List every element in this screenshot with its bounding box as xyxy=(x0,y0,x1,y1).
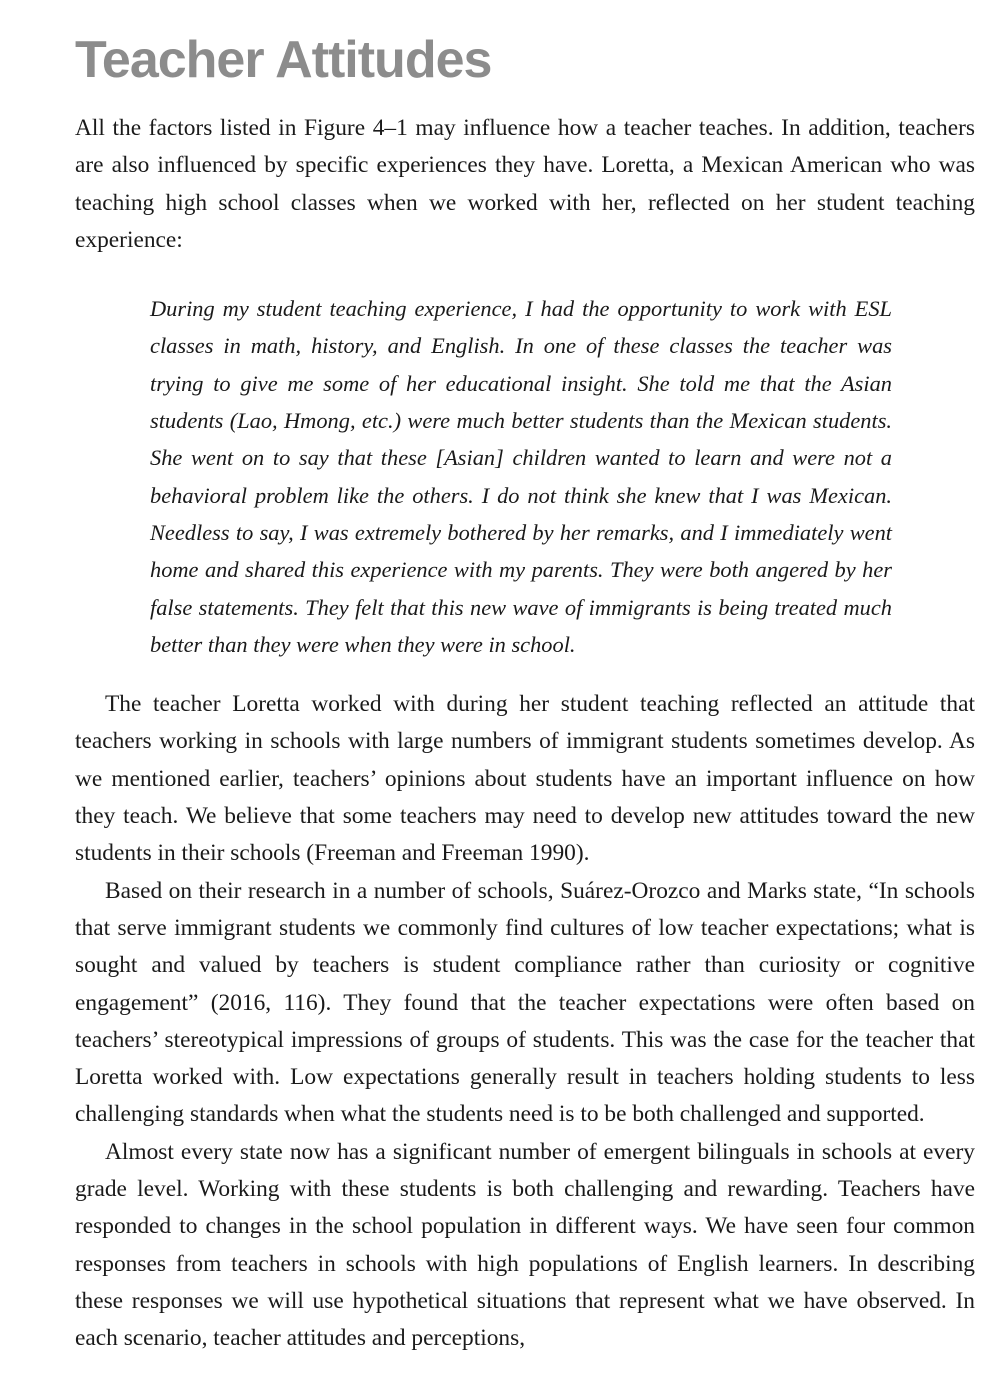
body-paragraph-1: The teacher Loretta worked with during her student teaching reflected an attitude that teachers working in schools with large numbers of immigrant students sometimes develop. As we mentioned earlier, teachers’ opinions about students have an important influence on how they teach. We believe that some teachers may need to develop new attitudes toward the new students in their schools (Freeman and Freeman 1990). xyxy=(75,691,975,867)
intro-paragraph: All the factors listed in Figure 4–1 may influence how a teacher teaches. In addition, teachers are also influenced by specific experiences they have. Loretta, a Mexican American who was teaching high school classes when we worked with her, reflected on her student teaching experience: xyxy=(75,115,975,253)
section-heading: Teacher Attitudes xyxy=(75,31,492,89)
body-paragraph-3: Almost every state now has a significant number of emergent bilinguals in schools at every grade level. Working with these students is both challenging and rewarding. Teachers have responded to changes in the school population in different ways. We have seen four common responses from teachers in schools with high populations of English learners. In describing these responses we will use hypothetical situations that represent what we have observed. In each scenario, teacher attitudes and perceptions, xyxy=(75,1138,975,1352)
body-paragraph-2: Based on their research in a number of schools, Suárez-Orozco and Marks state, “In schools that serve immigrant students we commonly find cultures of low teacher expectations; what is sought and valued by teachers is student compliance rather than curiosity or cognitive engagement” (2016, 116). They found that the teacher expectations were often based on teachers’ stereotypical impressions of groups of students. This was the case for the teacher that Loretta worked with. Low expectations generally result in teachers holding students to less challenging standards when what the students need is to be both challenged and supported. xyxy=(75,877,975,1128)
block-quote: During my student teaching experience, I had the opportunity to work with ESL classes in math, history, and English. In one of these classes the teacher was trying to give me some of her educational insight. She told me that the Asian students (Lao, Hmong, etc.) were much better students than the Mexican students. She went on to say that these [Asian] children wanted to learn and were not a behavioral problem like the others. I do not think she knew that I was Mexican. Needless to say, I was extremely bothered by her remarks, and I immediately went home and shared this experience with my parents. They were both angered by her false statements. They felt that this new wave of immigrants is being treated much better than they were when they were in school. xyxy=(150,296,892,657)
page-content xyxy=(75,28,975,1358)
